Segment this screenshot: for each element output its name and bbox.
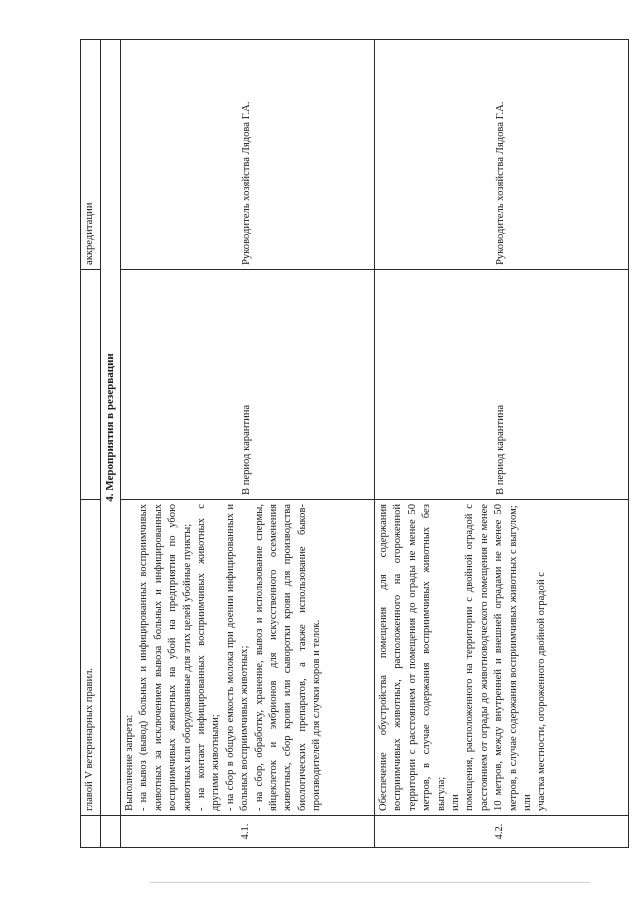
table-row [375, 40, 629, 848]
section-title: 4. Мероприятия в резервации [101, 40, 121, 816]
continued-text-right: аккредитации [81, 40, 101, 270]
rotated-document-page [80, 40, 628, 848]
measures-table [80, 39, 629, 848]
period-cell: В период карантина [375, 270, 629, 500]
row-number: 4.1. [121, 816, 375, 848]
responsible-cell: Руководитель хозяйства Лядова Г.А. [375, 40, 629, 270]
measure-line: или [450, 794, 462, 811]
empty-cell [101, 816, 121, 848]
measure-line: Обеспечение обустройства помещения для содержания восприимчивых животных, расположенного на огороженной территории с расстоянием от помещения до ограды не менее 50 метров, в случае содержания восприимчивых животных без выгула; [378, 504, 447, 811]
measure-line: - на сбор, обработку, хранение, вывоз и использование спермы, яйцеклеток и эмбрионов для искусственного осеменения животных, сбор крови или сыворотки крови для производства биологических препаратов, а также использование быков-производителей для случки коров и телок. [253, 504, 323, 811]
measure-line: - на сбор в общую емкость молока при доении инфицированных и больных восприимчивых животных; [224, 504, 251, 811]
row-number: 4.2. [375, 816, 629, 848]
empty-cell [81, 270, 101, 500]
measure-line: Выполнение запрета: [124, 714, 135, 811]
table-row [121, 40, 375, 848]
measure-description [375, 500, 629, 816]
section-row [101, 40, 121, 848]
measure-line: участка местности, огороженного двойной оградой с [536, 572, 548, 811]
measure-description [121, 500, 375, 816]
measure-line: или [522, 794, 534, 811]
measure-line: - на контакт инфицированных восприимчивых животных с другими животными; [196, 504, 222, 811]
responsible-cell: Руководитель хозяйства Лядова Г.А. [121, 40, 375, 270]
measure-line: - на вывоз (вывод) больных и инфицированных восприимчивых животных за исключением вывоза больных и инфицированных восприимчивых животных на убой на предприятия по убою животных или оборудованные для этих целей убойные пункты; [138, 504, 193, 811]
continued-text-left: главой V ветеринарных правил. [81, 500, 101, 816]
table-header-continuation-row [81, 40, 101, 848]
measure-line: помещения, расположенного на территории с двойной оградой с расстоянием от ограды до животноводческого помещения не менее 10 метров, между внутренней и внешней оградами не менее 50 метров, в случае содержания восприимчивых животных с выгулом; [464, 504, 519, 811]
period-cell: В период карантина [121, 270, 375, 500]
empty-cell [81, 816, 101, 848]
scan-artifact-line [150, 882, 590, 883]
